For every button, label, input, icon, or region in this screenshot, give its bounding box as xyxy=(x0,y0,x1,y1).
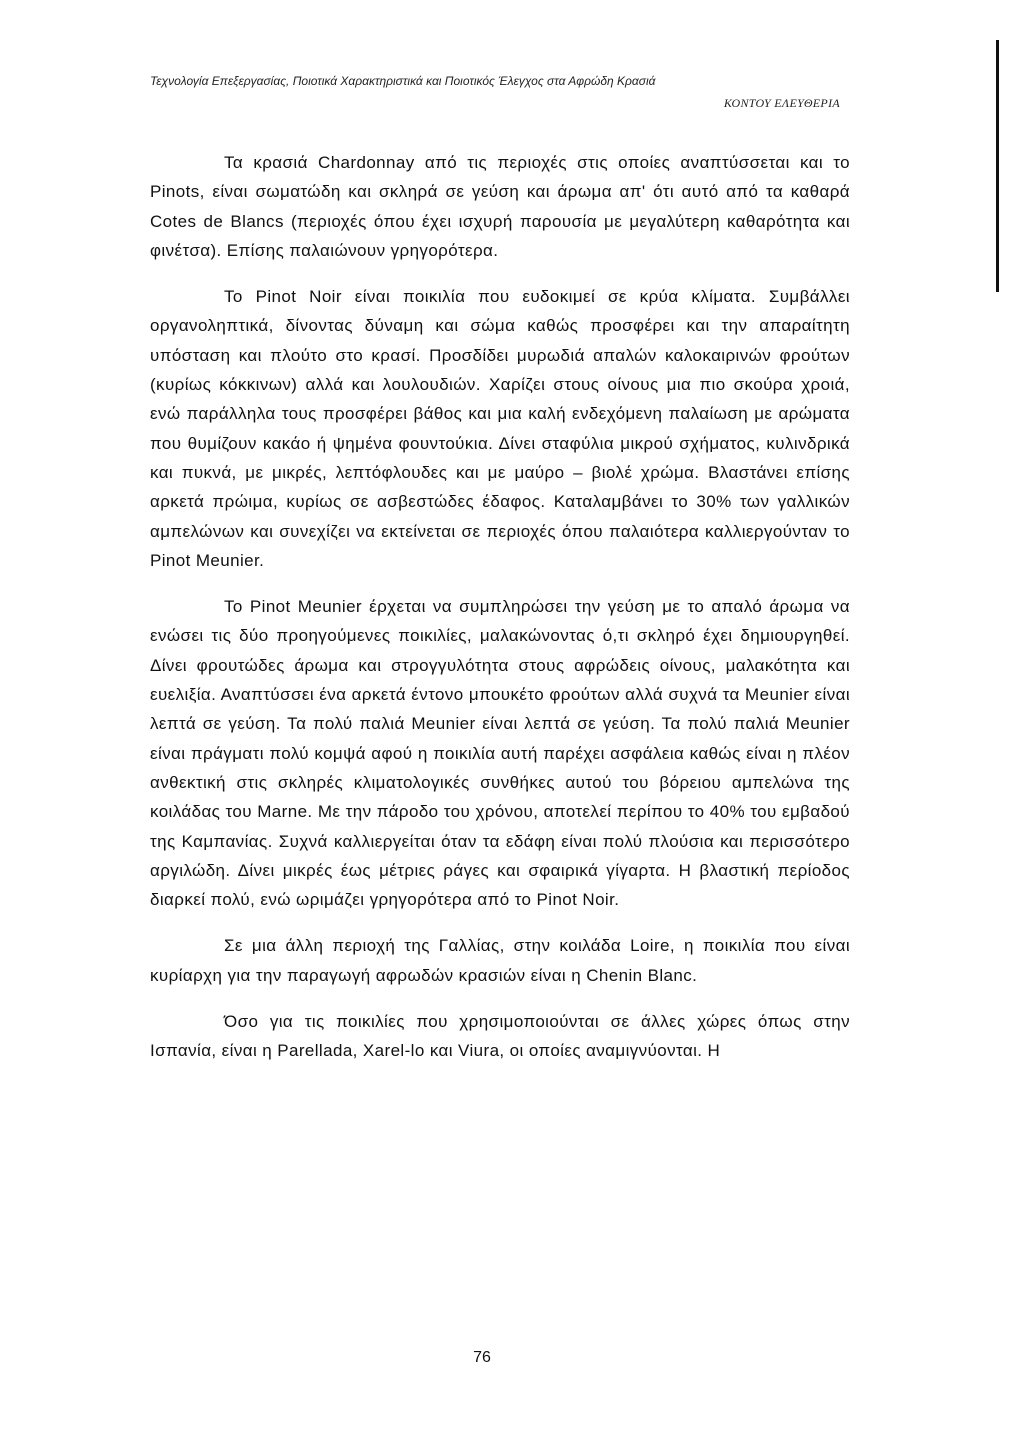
paragraph-spain: Όσο για τις ποικιλίες που χρησιμοποιούνται σε άλλες χώρες όπως στην Ισπανία, είναι η Parellada, Xarel-lo και Viura, οι οποίες αναμιγνύονται. Η xyxy=(150,1012,850,1061)
page-number: 76 xyxy=(473,1349,491,1366)
paragraph-loire: Σε μια άλλη περιοχή της Γαλλίας, στην κοιλάδα Loire, η ποικιλία που είναι κυρίαρχη για την παραγωγή αφρωδών κρασιών είναι η Chenin Blanc. xyxy=(150,936,850,985)
header-author: ΚΟΝΤΟΥ ΕΛΕΥΘΕΡΙΑ xyxy=(723,96,840,110)
page-edge-rule xyxy=(996,40,999,292)
paragraph-pinot-meunier: Το Pinot Meunier έρχεται να συμπληρώσει την γεύση με το απαλό άρωμα να ενώσει τις δύο προηγούμενες ποικιλίες, μαλακώνοντας ό,τι σκληρό έχει δημιουργηθεί. Δίνει φρουτώδες άρωμα και στρογγυλότητα στους αφρώδεις οίνους, μαλακότητα και ευελιξία. Αναπτύσσει ένα αρκετά έντονο μπουκέτο φρούτων αλλά συχνά τα Meunier είναι λεπτά σε γεύση. Τα πολύ παλιά Meunier είναι λεπτά σε γεύση. Τα πολύ παλιά Meunier είναι πράγματι πολύ κομψά αφού η ποικιλία αυτή παρέχει ασφάλεια καθώς είναι η πλέον ανθεκτική στις σκληρές κλιματολογικές συνθήκες αυτού του βόρειου αμπελώνα της κοιλάδας του Marne. Με την πάροδο του χρόνου, αποτελεί περίπου το 40% του εμβαδού της Καμπανίας. Συχνά καλλιεργείται όταν τα εδάφη είναι πολύ πλούσια και περισσότερο αργιλώδη. Δίνει μικρές έως μέτριες ράγες και σφαιρικά γίγαρτα. Η βλαστική περίοδος διαρκεί πολύ, ενώ ωριμάζει γρηγορότερα από το Pinot Noir. xyxy=(150,597,850,910)
paragraph-pinot-noir: Το Pinot Noir είναι ποικιλία που ευδοκιμεί σε κρύα κλίματα. Συμβάλλει οργανοληπτικά, δίνοντας δύναμη και σώμα καθώς προσφέρει και την απαραίτητη υπόσταση και πλούτο στο κρασί. Προσδίδει μυρωδιά απαλών καλοκαιρινών φρούτων (κυρίως κόκκινων) αλλά και λουλουδιών. Χαρίζει στους οίνους μια πιο σκούρα χροιά, ενώ παράλληλα τους προσφέρει βάθος και μια καλή ενδεχόμενη παλαίωση με αρώματα που θυμίζουν κακάο ή ψημένα φουντούκια. Δίνει σταφύλια μικρού σχήματος, κυλινδρικά και πυκνά, με μικρές, λεπτόφλουδες και με μαύρο – βιολέ χρώμα. Βλαστάνει επίσης αρκετά πρώιμα, κυρίως σε ασβεστώδες έδαφος. Καταλαμβάνει το 30% των γαλλικών αμπελώνων και συνεχίζει να εκτείνεται σε περιοχές όπου παλαιότερα καλλιεργούνταν το Pinot Meunier. xyxy=(150,287,850,570)
body-text xyxy=(150,148,850,1066)
paragraph-chardonnay: Τα κρασιά Chardonnay από τις περιοχές στις οποίες αναπτύσσεται και το Pinots, είναι σωματώδη και σκληρά σε γεύση και άρωμα απ' ότι αυτό από τα καθαρά Cotes de Blancs (περιοχές όπου έχει ισχυρή παρουσία με μεγαλύτερη καθαρότητα και φινέτσα). Επίσης παλαιώνουν γρηγορότερα. xyxy=(150,153,850,260)
running-header xyxy=(150,73,850,111)
header-title: Τεχνολογία Επεξεργασίας, Ποιοτικά Χαρακτηριστικά και Ποιοτικός Έλεγχος στα Αφρώδη Κρασιά xyxy=(150,74,656,88)
